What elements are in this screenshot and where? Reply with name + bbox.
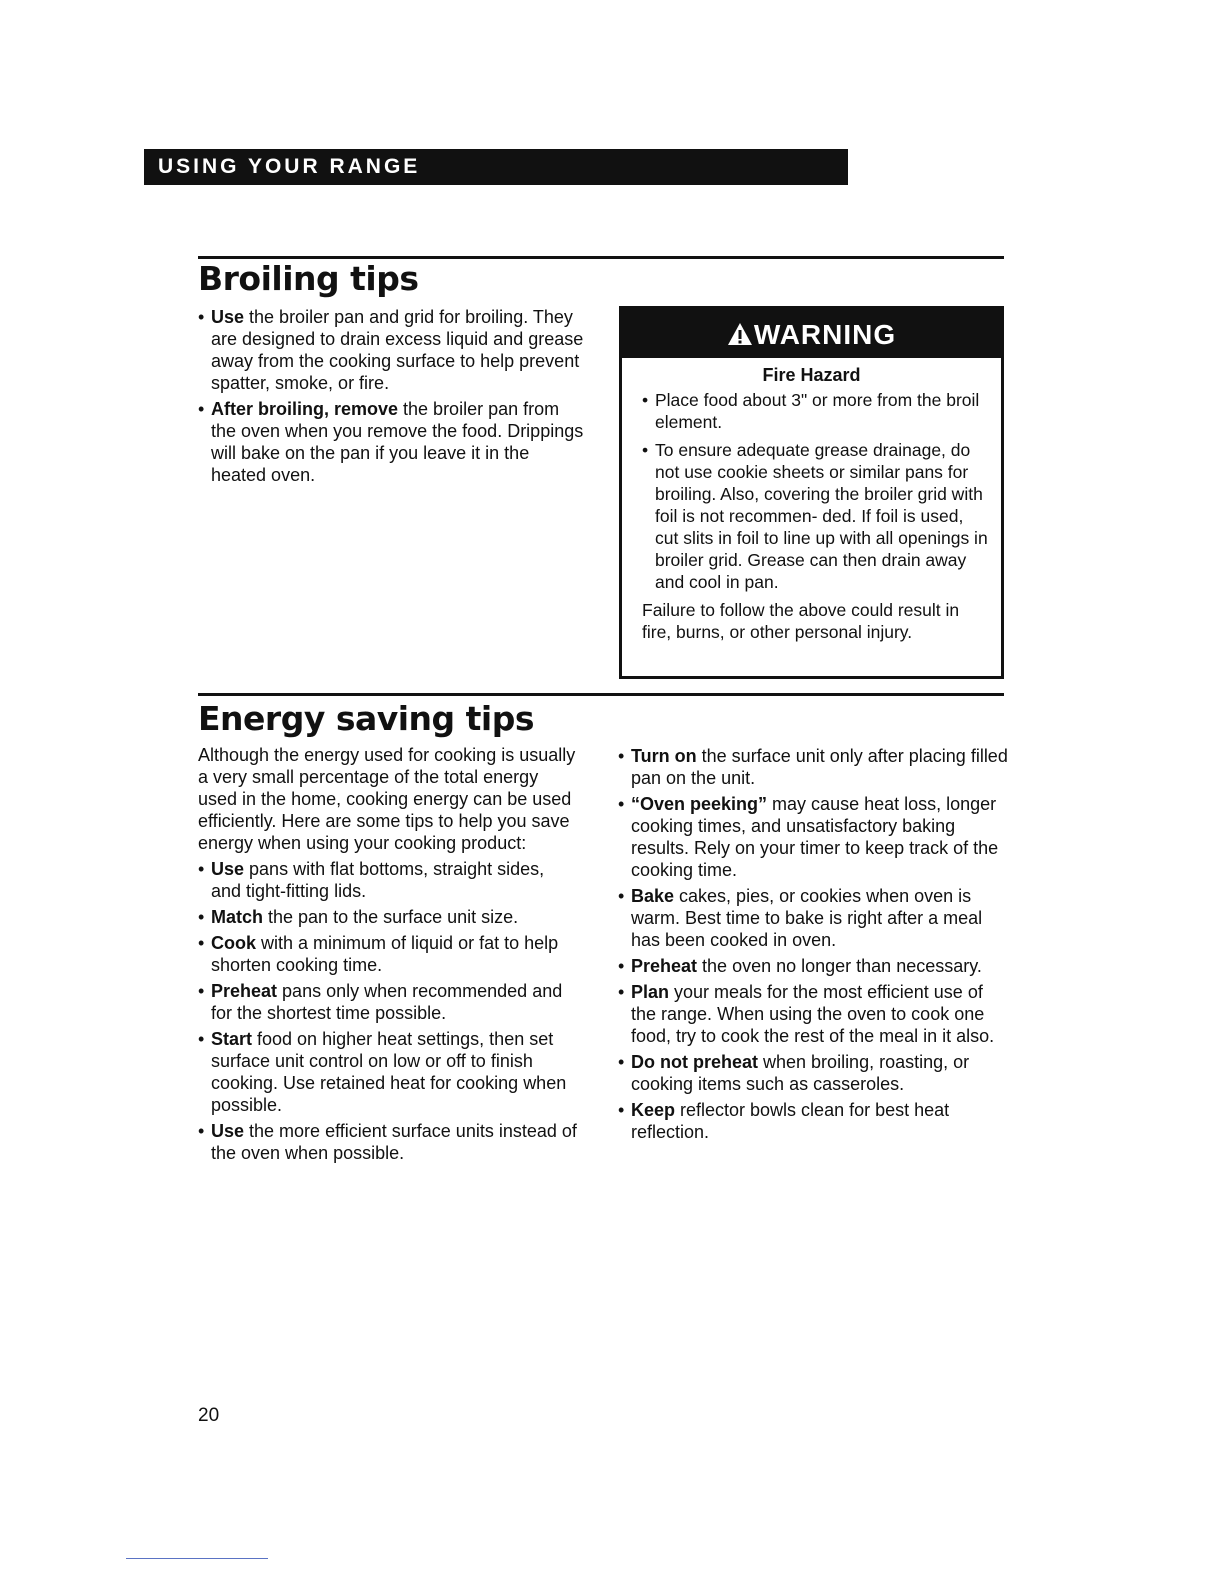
section-header-bar: USING YOUR RANGE — [144, 149, 848, 185]
list-item: • Use pans with flat bottoms, straight sides, and tight-fitting lids. — [198, 858, 578, 902]
warning-header — [622, 309, 1001, 358]
list-item: • Start food on higher heat settings, then set surface unit control on low or off to finish cooking. Use retained heat for cooking when possible. — [198, 1028, 578, 1116]
list-item: • Preheat pans only when recommended and for the shortest time possible. — [198, 980, 578, 1024]
list-item: • Use the more efficient surface units instead of the oven when possible. — [198, 1120, 578, 1164]
warning-footer: Failure to follow the above could result in fire, burns, or other personal injury. — [642, 600, 960, 642]
warning-subtitle: Fire Hazard — [762, 365, 861, 385]
list-item: • Preheat the oven no longer than necessary. — [618, 955, 1010, 977]
warning-box — [619, 306, 1004, 679]
list-item: • Cook with a minimum of liquid or fat to help shorten cooking time. — [198, 932, 578, 976]
warning-body — [642, 389, 989, 643]
warning-triangle-icon — [727, 322, 753, 346]
list-item: • Match the pan to the surface unit size. — [198, 906, 578, 928]
warning-label: WARNING — [753, 319, 897, 350]
list-item: • Bake cakes, pies, or cookies when oven is warm. Best time to bake is right after a meal has been cooked in oven. — [618, 885, 1010, 951]
section-rule-energy — [198, 693, 1004, 696]
page-number: 20 — [198, 1405, 220, 1426]
list-item: • Do not preheat when broiling, roasting, or cooking items such as casseroles. — [618, 1051, 1010, 1095]
list-item: • Use the broiler pan and grid for broiling. They are designed to drain excess liquid and grease away from the cooking surface to help prevent spatter, smoke, or fire. — [198, 306, 588, 394]
footer-divider — [126, 1558, 268, 1559]
energy-intro: Although the energy used for cooking is usually a very small percentage of the total energy used in the home, cooking energy can be used efficiently. Here are some tips to help you save energy when using your cooking product: — [198, 745, 576, 853]
energy-title: Energy saving tips — [198, 699, 535, 738]
list-item: • Keep reflector bowls clean for best heat reflection. — [618, 1099, 1010, 1143]
list-item: • Turn on the surface unit only after placing filled pan on the unit. — [618, 745, 1010, 789]
broiling-tips-list — [198, 302, 588, 486]
list-item: • Plan your meals for the most efficient use of the range. When using the oven to cook one food, try to cook the rest of the meal in it also. — [618, 981, 1010, 1047]
list-item: • After broiling, remove the broiler pan from the oven when you remove the food. Drippings will bake on the pan if you leave it in the heated oven. — [198, 398, 588, 486]
warning-item: • Place food about 3" or more from the broil element. — [642, 389, 989, 433]
broiling-title: Broiling tips — [198, 259, 419, 298]
energy-right-column — [618, 741, 1010, 1143]
energy-left-column — [198, 744, 578, 1164]
warning-item: • To ensure adequate grease drainage, do not use cookie sheets or similar pans for broiling. Also, covering the broiler grid with foil is not recommen- ded. If foil is used, cut slits in foil to line up with all openings in broiler grid. Grease can then drain away and cool in pan. — [642, 439, 989, 593]
list-item: • “Oven peeking” may cause heat loss, longer cooking times, and unsatisfactory baking results. Rely on your timer to keep track of the cooking time. — [618, 793, 1010, 881]
